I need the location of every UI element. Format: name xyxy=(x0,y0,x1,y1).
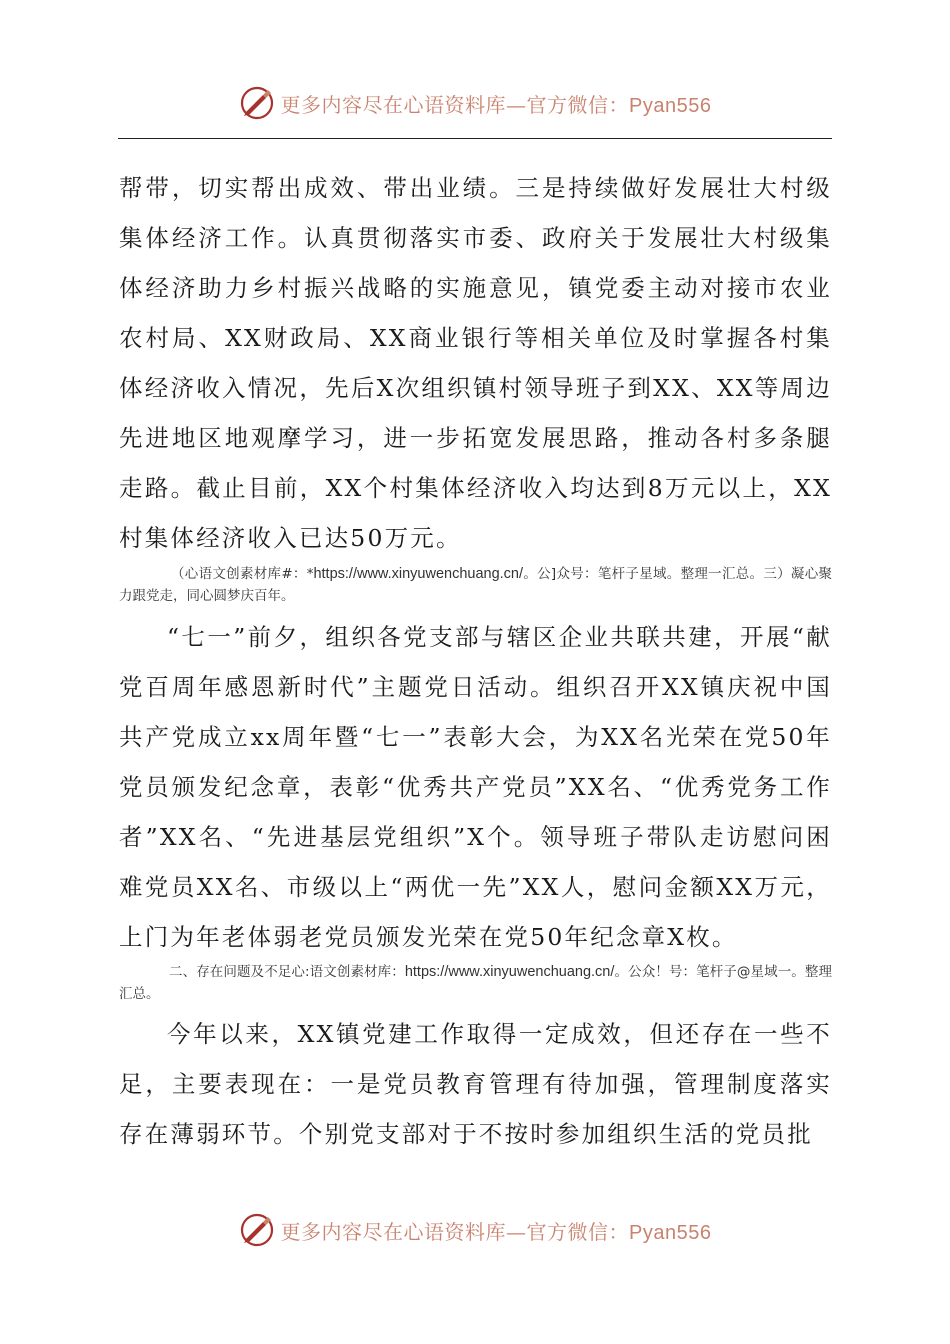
wechat-id: Pyan556 xyxy=(629,94,712,117)
banner-text: 更多内容尽在心语资料库—官方微信：Pyan556 xyxy=(280,1219,712,1244)
footer-banner xyxy=(0,1208,950,1252)
header-divider xyxy=(118,138,832,139)
watermark-note-1: （心语文创素材库#：*https://www.xinyuwenchuang.cn/。公]众号：笔杆子星域。整理一汇总。三）凝心聚力跟党走，同心圆梦庆百年。 xyxy=(119,566,832,604)
pen-circle-logo-icon xyxy=(239,85,275,121)
pen-circle-logo-icon xyxy=(239,1212,275,1248)
watermark-note-2: 二、存在问题及不足心:语文创素材库：https://www.xinyuwenchuang.cn/。公众！号：笔杆子@星域一。整理汇总。 xyxy=(119,964,832,1002)
body-paragraph-3: 今年以来，XX镇党建工作取得一定成效，但还存在一些不足，主要表现在：一是党员教育管理有待加强，管理制度落实存在薄弱环节。个别党支部对于不按时参加组织生活的党员批 xyxy=(119,1020,832,1148)
banner-text: 更多内容尽在心语资料库—官方微信：Pyan556 xyxy=(280,92,712,117)
note-url-1: https://www.xinyuwenchuang.cn/ xyxy=(313,566,524,582)
wechat-id: Pyan556 xyxy=(629,1221,712,1244)
note-url-2: https://www.xinyuwenchuang.cn/ xyxy=(404,964,615,980)
header-banner xyxy=(0,81,950,125)
body-paragraph-1: 帮带，切实帮出成效、带出业绩。三是持续做好发展壮大村级集体经济工作。认真贯彻落实市委、政府关于发展壮大村级集体经济助力乡村振兴战略的实施意见，镇党委主动对接市农业农村局、XX财政局、XX商业银行等相关单位及时掌握各村集体经济收入情况，先后X次组织镇村领导班子到XX、XX等周边先进地区地观摩学习，进一步拓宽发展思路，推动各村多条腿走路。截止目前，XX个村集体经济收入均达到8万元以上，XX村集体经济收入已达50万元。 xyxy=(119,174,832,552)
body-paragraph-2: “七一”前夕，组织各党支部与辖区企业共联共建，开展“献党百周年感恩新时代”主题党日活动。组织召开XX镇庆祝中国共产党成立xx周年暨“七一”表彰大会，为XX名光荣在党50年党员颁发纪念章，表彰“优秀共产党员”XX名、“优秀党务工作者”XX名、“先进基层党组织”X个。领导班子带队走访慰问困难党员XX名、市级以上“两优一先”XX人，慰问金额XX万元，上门为年老体弱老党员颁发光荣在党50年纪念章X枚。 xyxy=(119,623,832,951)
